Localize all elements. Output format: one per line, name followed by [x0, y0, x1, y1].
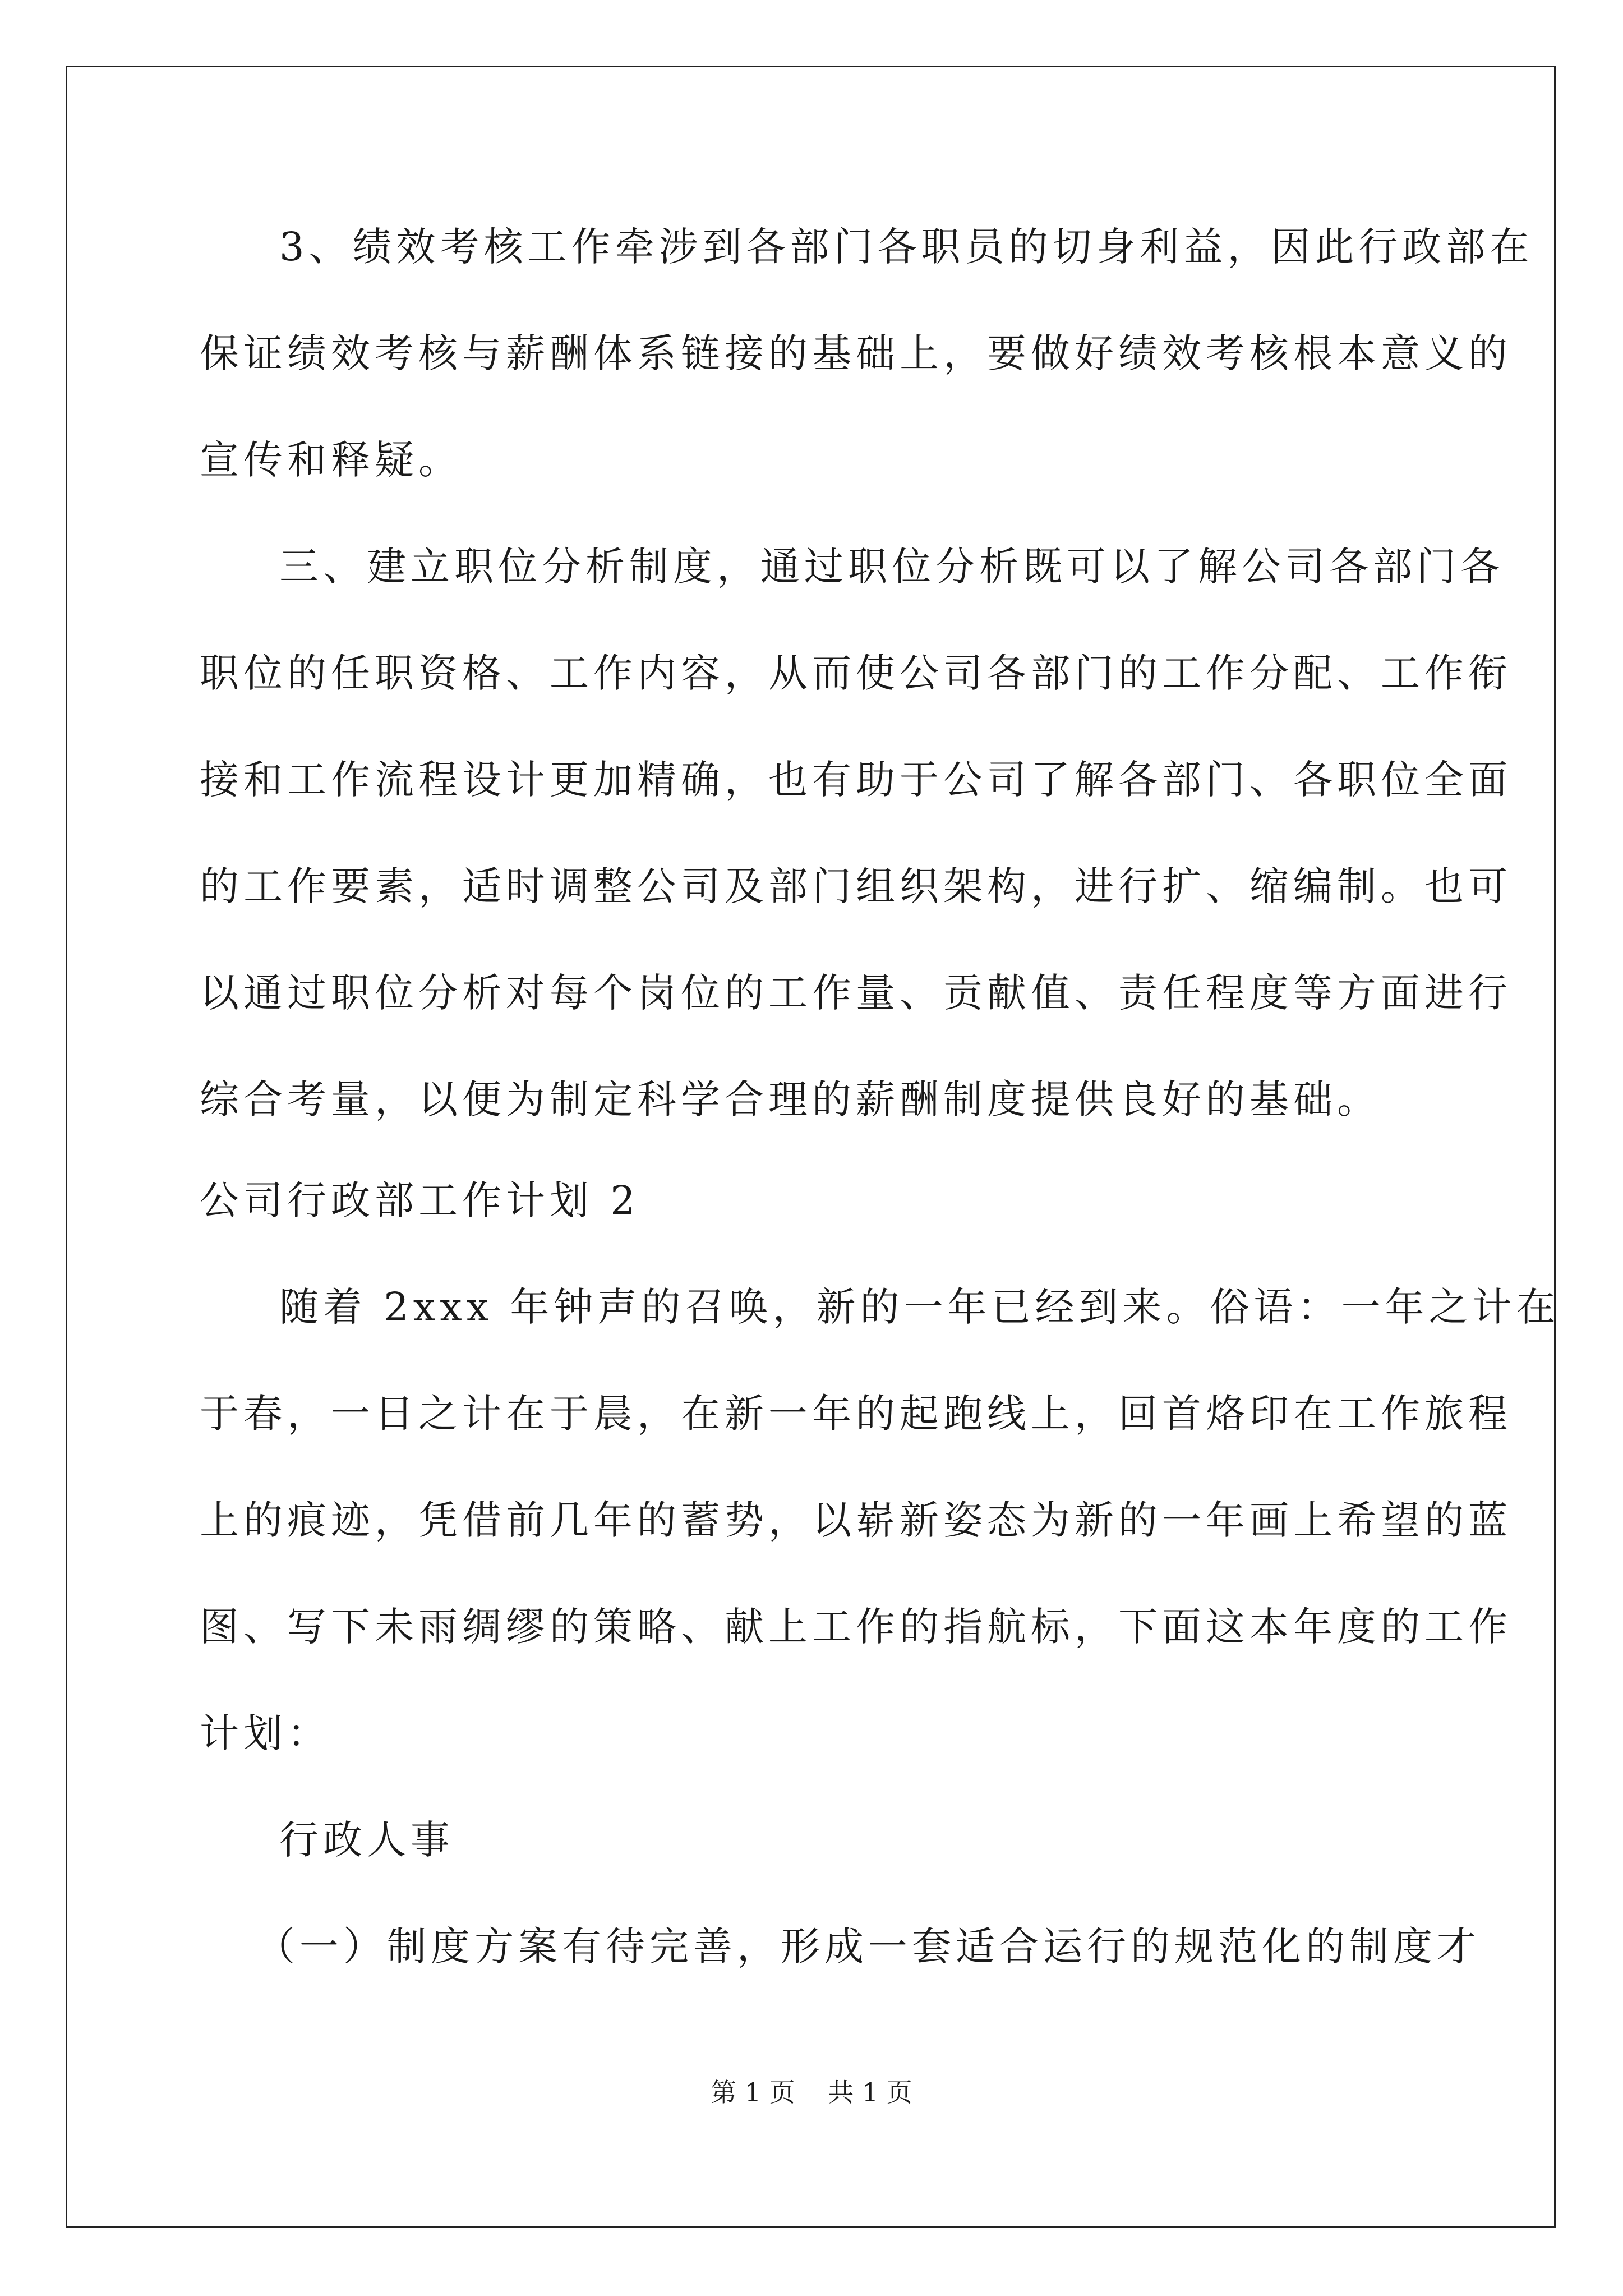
paragraph-line: （一）制度方案有待完善，形成一套适合运行的规范化的制度才 — [256, 1924, 1481, 1970]
paragraph-line: 保证绩效考核与薪酬体系链接的基础上，要做好绩效考核根本意义的 — [200, 330, 1512, 376]
paragraph-line: 3、绩效考核工作牵涉到各部门各职员的切身利益，因此行政部在 — [279, 224, 1534, 270]
page-frame — [66, 66, 1556, 2228]
paragraph-line: 计划： — [200, 1710, 331, 1756]
paragraph-line: 于春，一日之计在于晨，在新一年的起跑线上，回首烙印在工作旅程 — [200, 1391, 1512, 1437]
section-heading: 公司行政部工作计划 2 — [200, 1177, 640, 1223]
paragraph-line: 宣传和释疑。 — [200, 437, 462, 483]
paragraph-line: 接和工作流程设计更加精确，也有助于公司了解各部门、各职位全面 — [200, 757, 1512, 803]
paragraph-line: 上的痕迹，凭借前几年的蓄势，以崭新姿态为新的一年画上希望的蓝 — [200, 1497, 1512, 1543]
page-footer: 第 1 页 共 1 页 — [711, 2077, 912, 2108]
paragraph-line: 随着 2xxx 年钟声的召唤，新的一年已经到来。俗语：一年之计在 — [279, 1284, 1560, 1330]
paragraph-line: 综合考量，以便为制定科学合理的薪酬制度提供良好的基础。 — [200, 1076, 1381, 1122]
subheading: 行政人事 — [279, 1817, 454, 1863]
paragraph-line: 以通过职位分析对每个岗位的工作量、贡献值、责任程度等方面进行 — [200, 970, 1512, 1016]
paragraph-line: 图、写下未雨绸缪的策略、献上工作的指航标，下面这本年度的工作 — [200, 1604, 1512, 1650]
paragraph-line: 三、建立职位分析制度，通过职位分析既可以了解公司各部门各 — [279, 544, 1504, 590]
paragraph-line: 的工作要素，适时调整公司及部门组织架构，进行扩、缩编制。也可 — [200, 863, 1512, 909]
paragraph-line: 职位的任职资格、工作内容，从而使公司各部门的工作分配、工作衔 — [200, 650, 1512, 696]
